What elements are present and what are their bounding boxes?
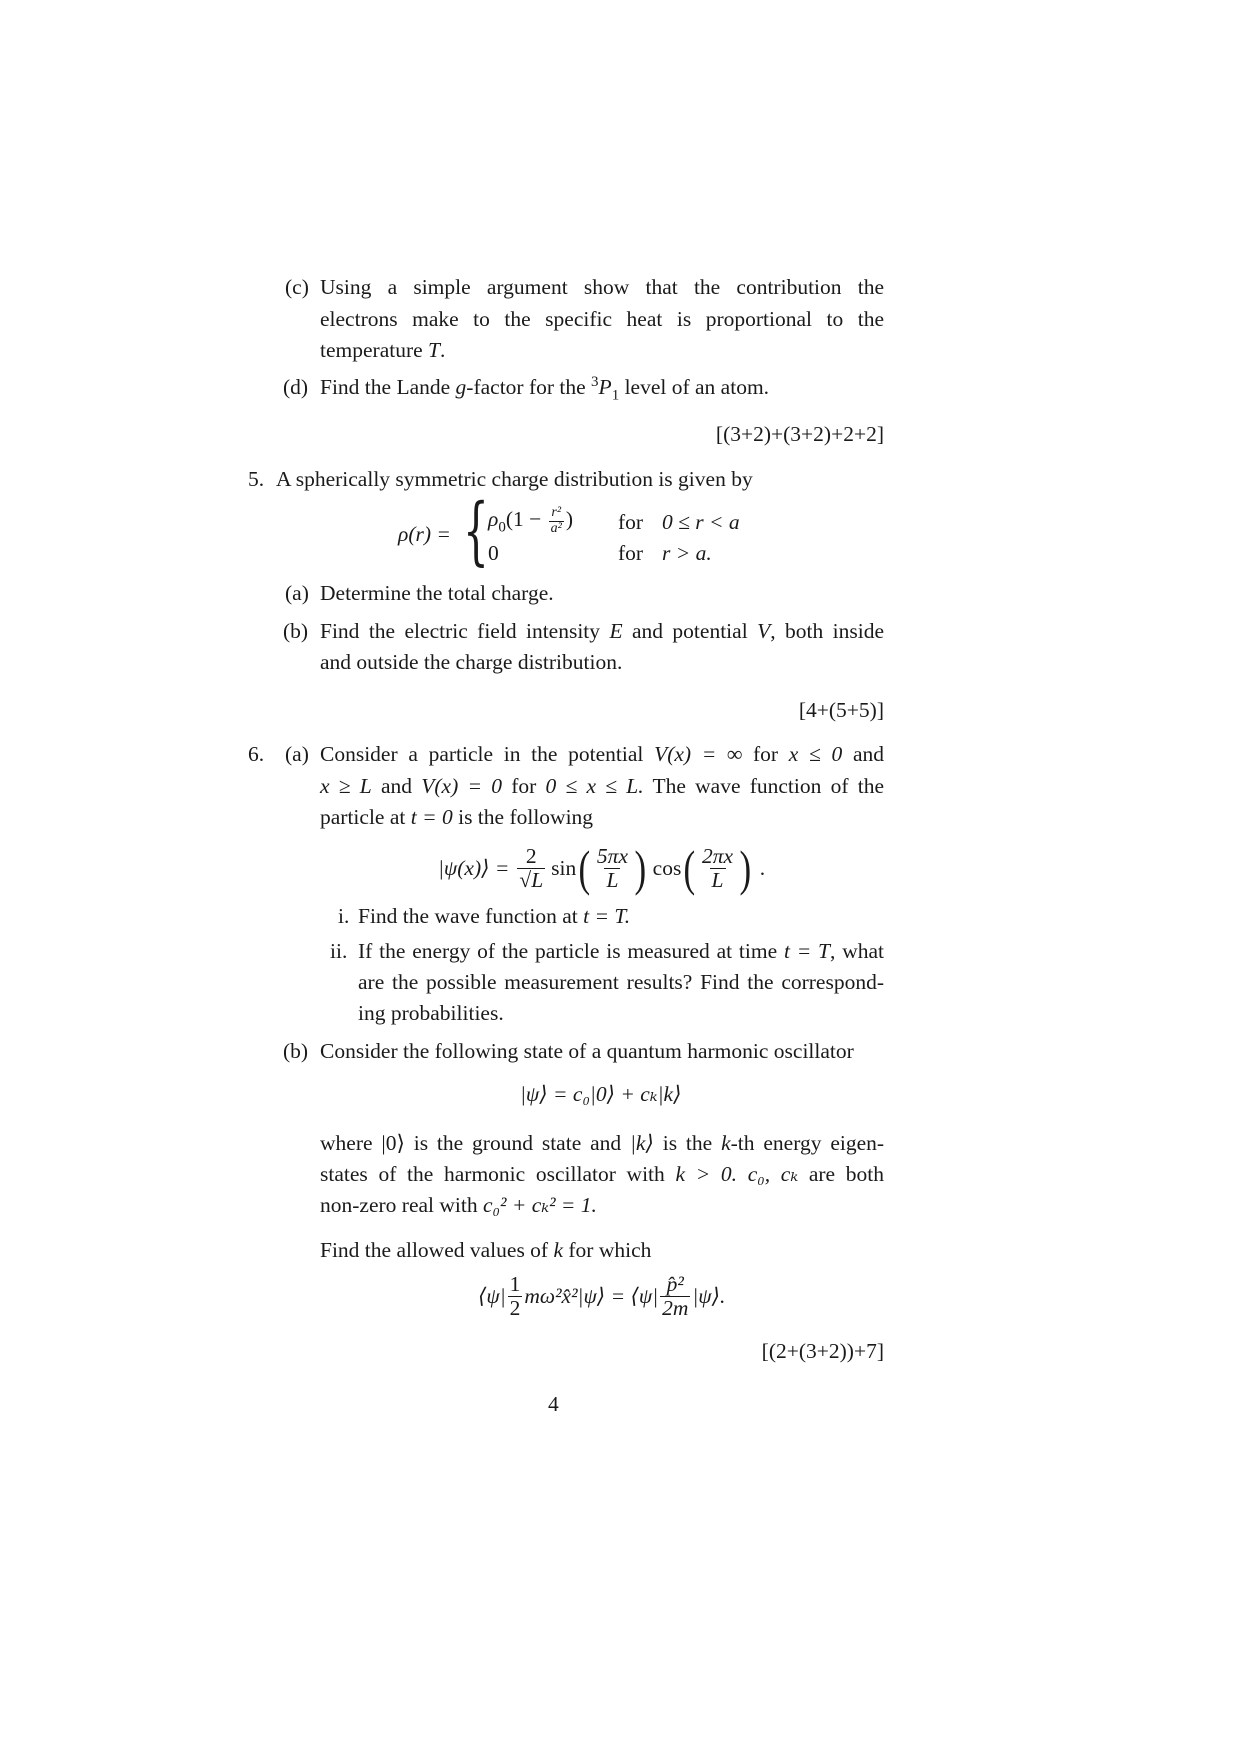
q6-w3-m: c₀² + cₖ² = 1. [482, 1193, 597, 1217]
q5-intro: A spherically symmetric charge distribution is given by [276, 467, 753, 491]
q6-f-pre: Find the allowed values of [320, 1238, 549, 1262]
q6-wf-cos-num: 2πx [701, 843, 734, 868]
q6-wf-coef-num: 2 [525, 843, 537, 868]
q6-b-find-line [320, 1233, 651, 1268]
q6-eq2-kinetic-num: p̂² [666, 1271, 684, 1296]
q6-eq2-kinetic [660, 1273, 690, 1319]
q6-a-line1 [320, 737, 884, 772]
q6-wf-sin-arg [595, 845, 630, 891]
q6-marks: [(2+(3+2))+7] [761, 1339, 884, 1363]
q6-a-math2: x ≤ 0 [788, 742, 843, 766]
q6-ii-line3: ing probabilities. [358, 1001, 504, 1025]
q6-wf-coef-den: √L [519, 867, 544, 892]
q6-w2-b: are both [808, 1162, 885, 1186]
q4-c-line1: Using a simple argument show that the contribution the [320, 275, 884, 299]
page-number: 4 [548, 1392, 559, 1416]
q6-ii-math: t = T [783, 939, 831, 963]
q5-b-text2: and potential [631, 619, 748, 643]
q5-case2-cond: r > a. [662, 541, 712, 565]
q6-a-line2-m1: x ≥ L [320, 774, 372, 798]
q5-case2-for: for [618, 541, 644, 565]
q5-b-text3: , both inside [770, 619, 884, 643]
q6-a-label: (a) [285, 742, 309, 766]
q6-wf-cos: cos [652, 855, 682, 880]
q6-wf-sin-den: L [606, 867, 619, 892]
q4-c-line3-text: temperature [320, 338, 423, 362]
q6-wf-paren-close-2: ) [739, 840, 752, 896]
q5-case1-c: ) [565, 507, 573, 532]
q6-ii-line1 [358, 934, 884, 969]
q4-c-line3 [320, 333, 445, 368]
q6-wf-paren-close-1: ) [634, 840, 647, 896]
q4-d-g-var: g [455, 375, 467, 399]
q5-rho0: ρ [488, 507, 499, 532]
q6-w2-a: states of the harmonic oscillator with [320, 1162, 665, 1186]
q6-b-where-line2 [320, 1157, 884, 1192]
q4-d-text1: Find the Lande [320, 375, 451, 399]
q6-eq2-kinetic-den: 2m [662, 1295, 689, 1320]
q6-wf-lhs: |ψ(x)⟩ = [438, 855, 510, 880]
q5-b-text1: Find the electric field intensity [320, 619, 601, 643]
q6-eq2-half-num: 1 [509, 1271, 521, 1296]
q6-w1-c: is the [662, 1131, 713, 1155]
q6-a-line3-t2: is the following [458, 805, 594, 829]
q4-c-line2: electrons make to the specific heat is proportional to the [320, 307, 884, 331]
q6-w1-d: -th energy eigen- [730, 1131, 885, 1155]
q6-a-math1: V(x) = ∞ [654, 742, 743, 766]
q6-b-state-eq: |ψ⟩ = c₀|0⟩ + cₖ|k⟩ [520, 1082, 682, 1106]
q6-wf-cos-arg [700, 845, 735, 891]
q6-a-line3-m: t = 0 [410, 805, 453, 829]
q6-wf-coef [517, 845, 545, 891]
q6-f-post: for which [568, 1238, 652, 1262]
q5-a-text: Determine the total charge. [320, 581, 554, 605]
q4-d-level-P: P [598, 375, 612, 399]
q5-case2-expr: 0 [488, 541, 499, 565]
q5-marks: [4+(5+5)] [798, 698, 884, 722]
q6-wavefunction-eq [438, 838, 765, 898]
q6-wf-sin: sin [551, 855, 577, 880]
q5-r2-a2-fraction [549, 506, 564, 536]
q4-d-level-sub: 1 [611, 387, 620, 404]
q6-eq2-b: mω²x̂²|ψ⟩ = ⟨ψ| [524, 1283, 659, 1308]
q6-eq2-half [508, 1273, 523, 1319]
q6-ii-label: ii. [330, 939, 348, 963]
q6-a-text1: Consider a particle in the potential [320, 742, 644, 766]
q6-wf-cos-den: L [711, 867, 724, 892]
q6-a-line2-m3: 0 ≤ x ≤ L. [545, 774, 644, 798]
q6-wf-sin-num: 5πx [596, 843, 628, 868]
q5-frac-den: a² [550, 520, 562, 536]
q6-a-text3: and [852, 742, 885, 766]
q6-w1-k: k [721, 1131, 731, 1155]
q5-case1-b: (1 − [505, 507, 542, 532]
q6-eq2-a: ⟨ψ| [478, 1283, 506, 1308]
q6-b-expectation-eq [478, 1268, 725, 1324]
q5-b-line1 [320, 614, 884, 649]
q6-i-text: Find the wave function at [358, 904, 578, 928]
q5-case1-for: for [618, 510, 644, 534]
q4-d-text2: -factor for the [466, 375, 586, 399]
q5-number: 5. [248, 467, 265, 491]
q5-case1-expr [488, 506, 573, 536]
q6-a-text2: for [753, 742, 779, 766]
q6-w2-m1: k > 0. [675, 1162, 738, 1186]
q4-d-text3: level of an atom. [624, 375, 770, 399]
q4-c-line3-end: . [440, 338, 446, 362]
q6-a-line3-t1: particle at [320, 805, 406, 829]
q6-a-line2-t3: The wave function of the [652, 774, 884, 798]
q6-i-label: i. [338, 904, 350, 928]
q6-number: 6. [248, 742, 265, 766]
q5-a-label: (a) [285, 581, 309, 605]
q6-a-line2-t2: for [511, 774, 537, 798]
q6-b-label: (b) [283, 1039, 309, 1063]
q5-b-line2: and outside the charge distribution. [320, 650, 623, 674]
q5-b-label: (b) [283, 619, 309, 643]
q5-frac-num: r² [551, 505, 562, 520]
q6-b-where-line1 [320, 1126, 884, 1161]
q6-a-line2-m2: V(x) = 0 [421, 774, 502, 798]
q6-w2-m2: c₀, cₖ [747, 1162, 799, 1186]
q5-lhs-text: ρ(r) = [398, 522, 451, 546]
q6-w1-m2: |k⟩ [630, 1131, 654, 1155]
q6-i-line [358, 899, 630, 934]
q4-d-line [320, 370, 769, 405]
q6-wf-end: . [759, 855, 766, 880]
q6-a-line2-t1: and [380, 774, 413, 798]
q6-b-where-line3 [320, 1188, 597, 1223]
q6-ii-line2: are the possible measurement results? Find the correspond- [358, 970, 884, 994]
q5-brace-icon: { [463, 488, 489, 574]
q4-marks: [(3+2)+(3+2)+2+2] [715, 422, 884, 446]
q4-d-label: (d) [283, 375, 309, 399]
q6-w1-a: where [320, 1131, 373, 1155]
q4-d-level-sup: 3 [591, 373, 599, 390]
q6-wf-paren-open-2: ( [683, 840, 696, 896]
q6-f-k: k [553, 1238, 564, 1262]
q6-w3-a: non-zero real with [320, 1193, 478, 1217]
q6-eq2-half-den: 2 [509, 1295, 521, 1320]
q6-w1-b: is the ground state and [413, 1131, 622, 1155]
q6-ii-text2: , what [830, 939, 884, 963]
q6-i-math: t = T. [583, 904, 631, 928]
q6-b-line1: Consider the following state of a quantum harmonic oscillator [320, 1039, 854, 1063]
q6-a-line2 [320, 769, 884, 804]
q6-w1-m1: |0⟩ [381, 1131, 405, 1155]
q6-wf-paren-open-1: ( [578, 840, 591, 896]
q5-b-V: V [757, 619, 771, 643]
q5-case1-cond: 0 ≤ r < a [662, 510, 740, 534]
q4-c-temperature-var: T [428, 338, 441, 362]
q6-a-line3 [320, 800, 593, 835]
q6-eq2-c: |ψ⟩. [692, 1283, 726, 1308]
q6-ii-text1: If the energy of the particle is measured at time [358, 939, 778, 963]
q5-rho0-sub: 0 [498, 519, 506, 536]
q5-b-E: E [609, 619, 623, 643]
q4-c-label: (c) [285, 275, 309, 299]
q5-rho-lhs [398, 522, 451, 547]
